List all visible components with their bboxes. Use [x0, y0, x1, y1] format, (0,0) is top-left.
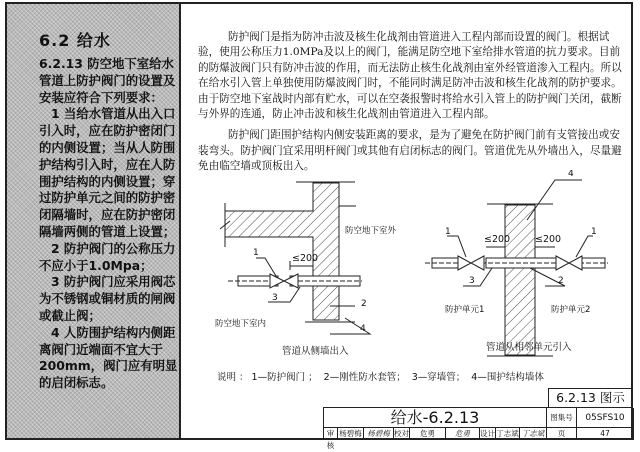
clause-item-4: 4 人防围护结构内侧距离阀门近端面不宜大于200mm，阀门应有明显的启闭标志。: [39, 324, 178, 391]
clause-item-3: 3 防护阀门应采用阀芯为不锈钢或铜材质的闸阀或截止阀；: [39, 274, 176, 323]
right-callout-1a: 1: [445, 227, 451, 237]
explanation-text: [198, 30, 623, 175]
left-inside-label: 防空地下室内: [215, 319, 267, 329]
designer-signature: 丁志斌: [520, 428, 547, 440]
checker-name: 危勇: [410, 428, 446, 440]
left-callout-2: 2: [361, 299, 367, 309]
check-label: 校对: [394, 429, 409, 438]
clause-heading: 6.2.13 防空地下室给水管道上防护阀门的设置及安装应符合下列要求：: [39, 56, 176, 105]
reviewer-signature: 杨碧梅: [364, 428, 394, 440]
left-dimension-label: ≤200: [292, 253, 319, 264]
page-label: 页: [547, 428, 577, 440]
title-block: [323, 407, 633, 450]
left-callout-3: 3: [272, 293, 278, 303]
clause-text: [39, 56, 179, 392]
right-dimension-left: ≤200: [484, 234, 511, 245]
code-clause-panel: [7, 4, 181, 438]
designer-name: 丁志斌: [496, 429, 519, 438]
left-callout-4: 4: [360, 324, 366, 334]
right-dimension-right: ≤200: [535, 234, 562, 245]
valve-installation-diagram: [190, 170, 630, 365]
checker-signature: 危勇: [446, 428, 480, 440]
right-callout-2: 2: [558, 276, 564, 286]
left-outside-label: 防空地下室外: [345, 226, 397, 236]
protection-unit-1-label: 防护单元1: [445, 305, 485, 315]
right-callout-4: 4: [568, 170, 574, 179]
protection-unit-2-label: 防护单元2: [551, 305, 591, 315]
atlas-no: 05SFS10: [577, 408, 634, 428]
reviewer-name: 杨碧梅: [338, 428, 364, 440]
left-figure-caption: 管道从侧墙出入: [282, 346, 349, 357]
figure-tag: 6.2.13 图示: [548, 388, 633, 407]
explanation-paragraph-2: 防护阀门距围护结构内侧安装距离的要求，是为了避免在防护阀门前有支管接出或安装弯头。防护阀门宜采用明杆阀门或其他有启闭标志的阀门。管道优先从外墙出入，尽量避免由临空墙或顶板出入。: [198, 129, 622, 173]
right-figure-caption: 管道从相邻单元引入: [486, 342, 572, 353]
right-callout-1b: 1: [591, 227, 597, 237]
section-title: 6.2 给水: [39, 31, 111, 50]
review-label: 审核: [324, 428, 338, 440]
page-number: 47: [577, 428, 634, 440]
right-callout-3: 3: [469, 276, 475, 286]
right-figure-drawing: [425, 180, 608, 356]
clause-item-1: 1 当给水管道从出入口引入时，应在防护密闭门的内侧设置；当从人防围护结构引入时，应在人防围护结构的内侧设置；穿过防护单元之间的防护密闭隔墙时，应在防护密闭隔墙两侧的管道上设置；: [39, 106, 176, 239]
clause-item-2: 2 防护阀门的公称压力不应小于1.0Mpa；: [39, 240, 176, 273]
legend-note: 说明 ： 1—防护阀门 ； 2—刚性防水套管； 3—穿墙管； 4—围护结构墙体: [217, 372, 544, 383]
atlas-no-label: 图集号: [547, 408, 577, 428]
explanation-paragraph-1: 防护阀门是指为防冲击波及核生化战剂由管道进入工程内部而设置的阀门。根据试验，使用公称压力1.0MPa及以上的阀门，能满足防空地下室给排水管道的抗力要求。目前的防爆波阀门只有防冲击波的作用，而无法防止核生化战剂由室外经管道渗入工程内。所以在给水引入管上单独使用防爆波阀门时，不能同时满足防冲击波和核生化战剂的防护要求。由于防空地下室战时内部有贮水，可以在空袭报警时将给水引入管上的防护阀门关闭，截断与外界的连通，防止冲击波和核生化战剂由管道进入工程内部。: [198, 31, 622, 121]
drawing-name: 给水-6.2.13: [324, 408, 547, 428]
left-callout-1: 1: [253, 248, 259, 258]
design-label: 设计: [480, 429, 495, 438]
